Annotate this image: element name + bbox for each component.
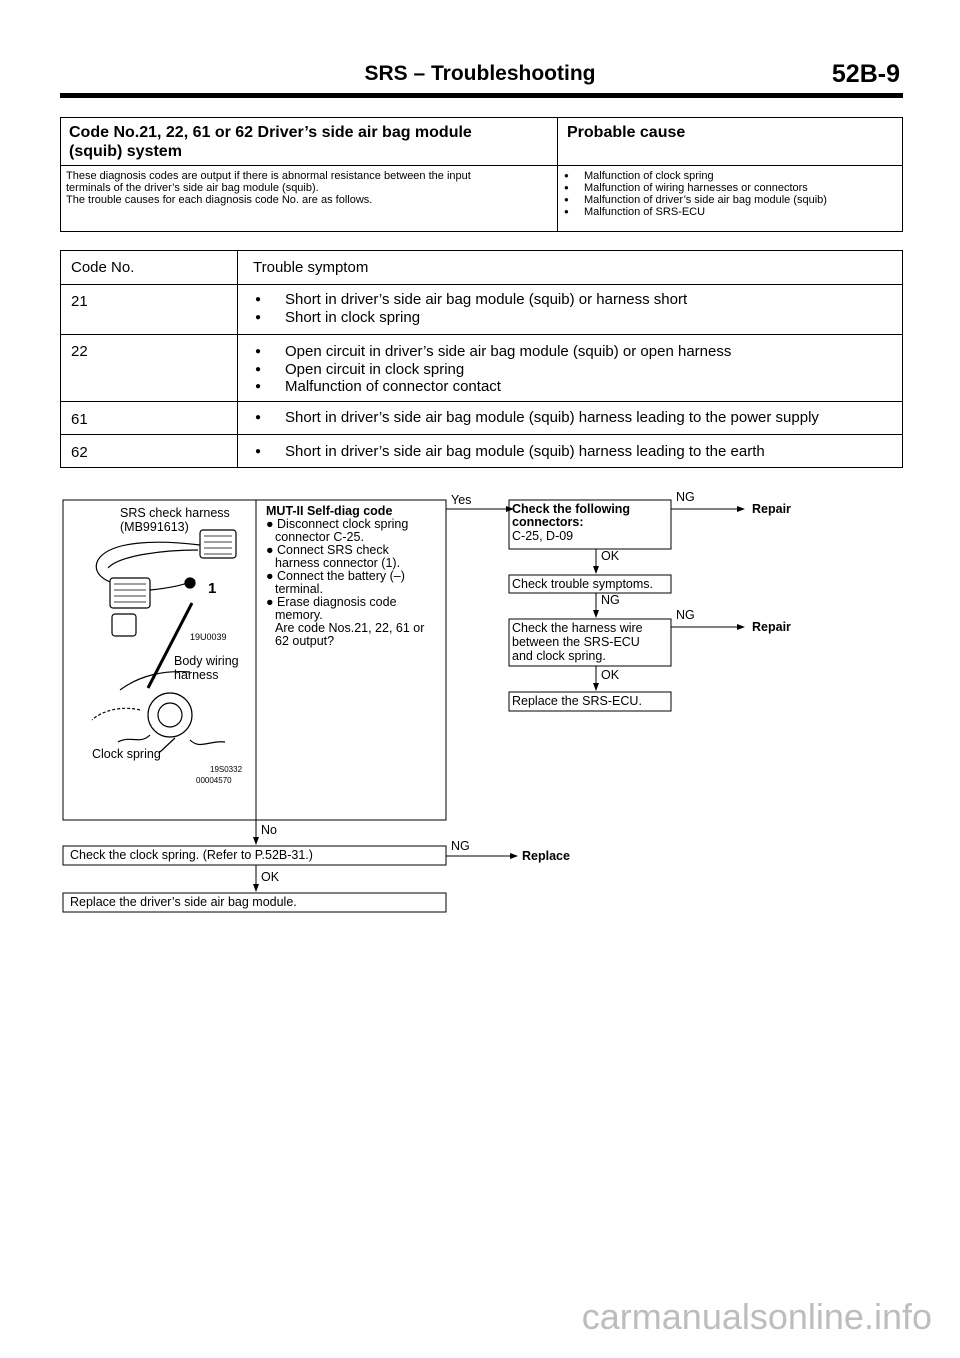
ok-label: OK (261, 870, 280, 884)
ok-label: OK (601, 668, 620, 682)
cause-desc-line1: These diagnosis codes are output if there is abnormal resistance between the input (66, 170, 471, 182)
label-code3: 00004570 (196, 776, 232, 785)
symptom-item: ● Short in clock spring (255, 309, 420, 327)
cause-title-line1: Code No.21, 22, 61 or 62 Driver’s side air bag module (69, 124, 472, 141)
diag-text: MUT-II Self-diag code ● Disconnect clock spring connector C-25. ● Connect SRS check harness connector (1). ● Connect the battery (–) terminal. ● Erase diagnosis code memory. Are code Nos.21, 22, 61 or 62 output? (266, 504, 425, 648)
row-code: 22 (71, 343, 88, 360)
symptom-item: ● Short in driver’s side air bag module (squib) or harness short (255, 291, 687, 309)
cause-item: ● Malfunction of driver’s side air bag module (squib) (564, 194, 827, 206)
ng-label: NG (451, 839, 470, 853)
repair-label: Repair (752, 620, 791, 634)
probable-cause-header: Probable cause (567, 124, 686, 141)
cause-desc-line3: The trouble causes for each diagnosis code No. are as follows. (66, 194, 373, 206)
label-harness-part: (MB991613) (120, 520, 189, 534)
check-clock-text: Check the clock spring. (Refer to P.52B-31.) (70, 848, 313, 862)
label-harness: SRS check harness (120, 506, 230, 520)
symptom-item: ● Malfunction of connector contact (255, 378, 501, 396)
row-code: 21 (71, 293, 88, 310)
check-connectors-line1: Check the following (512, 502, 631, 516)
cause-item: ● Malfunction of wiring harnesses or connectors (564, 182, 808, 194)
cause-item: ● Malfunction of clock spring (564, 170, 714, 182)
label-code1: 19U0039 (190, 632, 227, 642)
cause-desc-line2: terminals of the driver’s side air bag module (squib). (66, 182, 319, 194)
row-code: 62 (71, 444, 88, 461)
repair-label: Repair (752, 502, 791, 516)
label-num: 1 (208, 580, 217, 597)
symptom-item: ● Short in driver’s side air bag module (squib) harness leading to the earth (255, 443, 765, 461)
check-wire-line1: Check the harness wire (512, 621, 643, 635)
check-wire-line2: between the SRS-ECU (512, 635, 640, 649)
symptom-item: ● Short in driver’s side air bag module (squib) harness leading to the power supply (255, 409, 819, 427)
yes-label: Yes (451, 493, 472, 507)
row-code: 61 (71, 411, 88, 428)
no-label: No (261, 823, 277, 837)
cause-item: ● Malfunction of SRS-ECU (564, 206, 706, 218)
watermark: carmanualsonline.info (581, 1296, 932, 1337)
col-header-symptom: Trouble symptom (253, 259, 369, 276)
page-code: 52B-9 (831, 60, 900, 88)
col-header-code: Code No. (71, 259, 135, 276)
label-code2: 19S0332 (210, 765, 243, 774)
symptom-item: ● Open circuit in clock spring (255, 361, 464, 379)
check-connectors-line2: connectors: (512, 515, 584, 529)
replace-ecu-text: Replace the SRS-ECU. (512, 694, 642, 708)
label-body-wiring: Body wiring (174, 654, 239, 668)
check-symptoms-text: Check trouble symptoms. (512, 577, 654, 591)
check-wire-line3: and clock spring. (512, 649, 606, 663)
ng-label: NG (676, 490, 695, 504)
ok-label: OK (601, 549, 620, 563)
label-clock-spring: Clock spring (92, 747, 161, 761)
cause-title-line2: (squib) system (69, 143, 182, 160)
page-title: SRS – Troubleshooting (364, 62, 596, 85)
ng-label: NG (676, 608, 695, 622)
replace-module-text: Replace the driver’s side air bag module. (70, 895, 297, 909)
label-body-harness: harness (174, 668, 219, 682)
ng-label: NG (601, 593, 620, 607)
check-connectors-line3: C-25, D-09 (512, 529, 574, 543)
symptom-item: ● Open circuit in driver’s side air bag module (squib) or open harness (255, 343, 731, 361)
replace-label: Replace (522, 849, 570, 863)
